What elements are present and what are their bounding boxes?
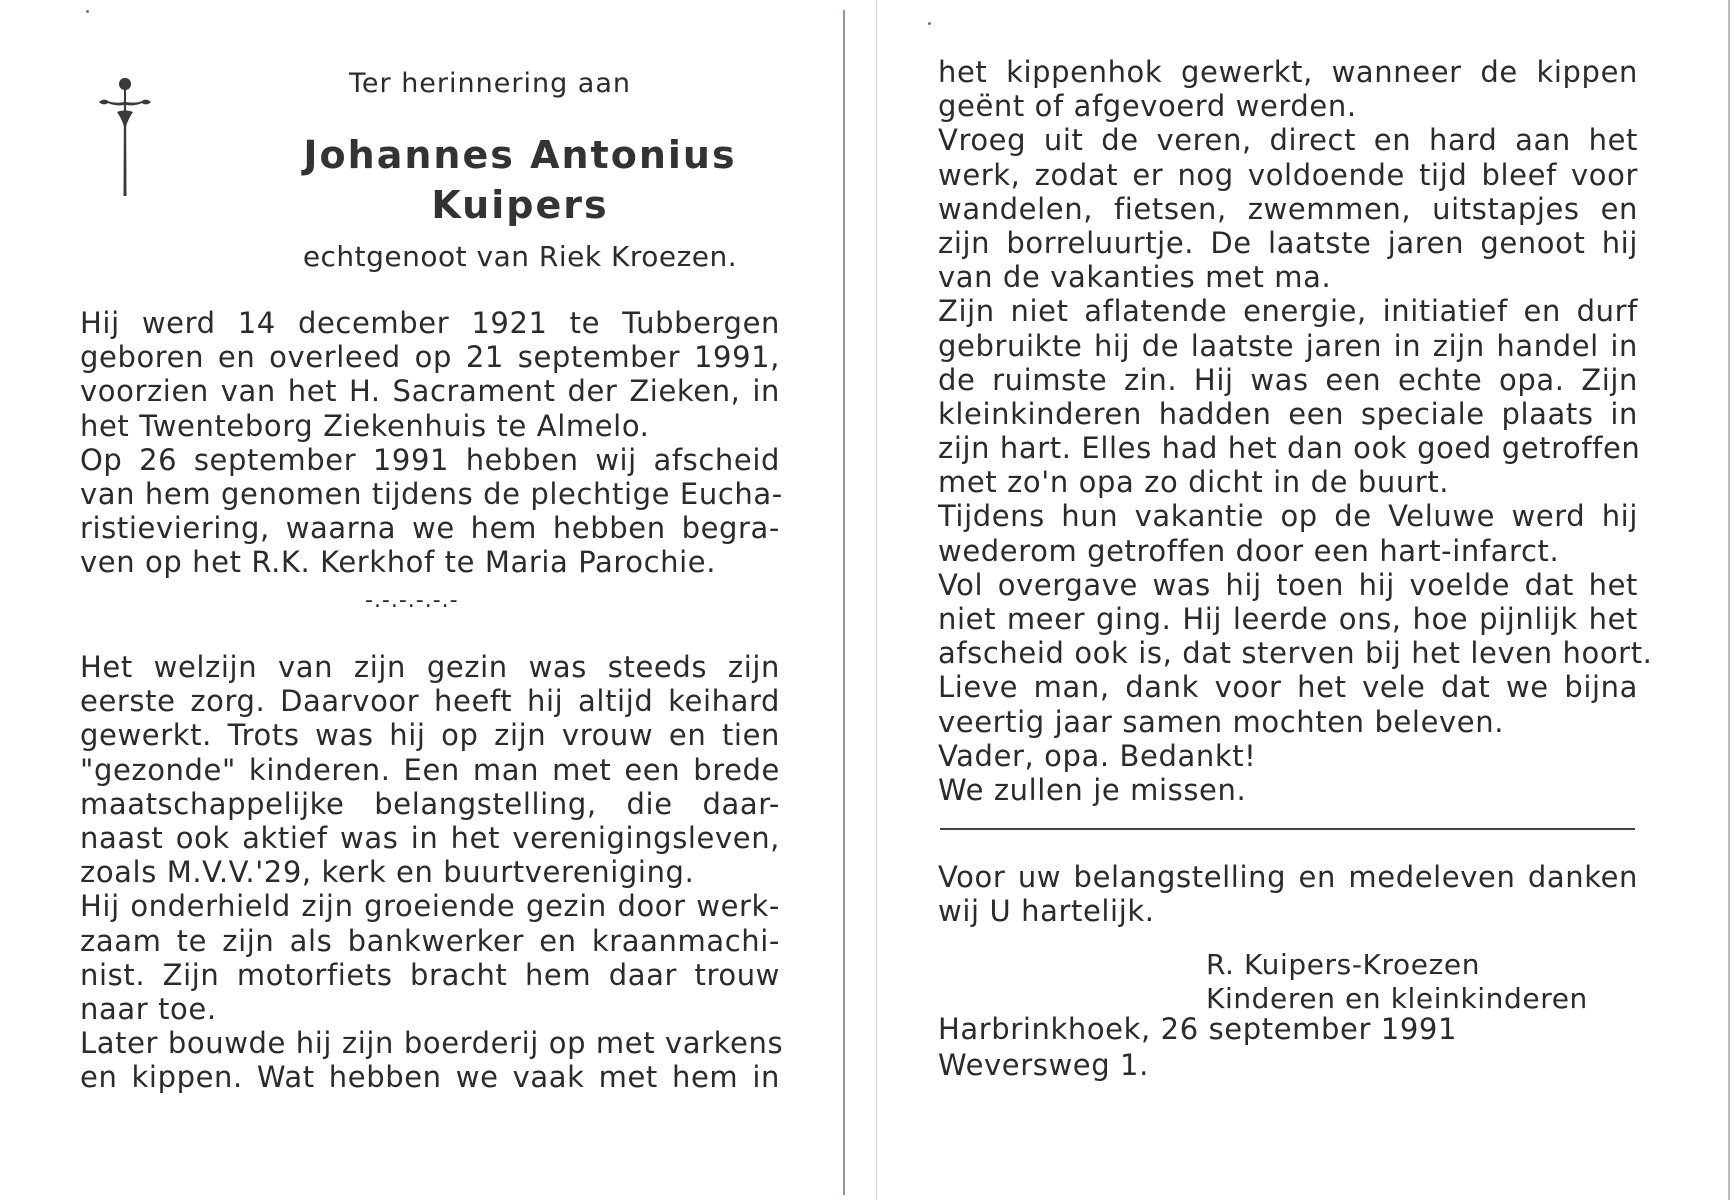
text-line: met zo'n opa zo dicht in de buurt.	[938, 465, 1450, 500]
section-separator: -.-.-.-.-.-	[365, 588, 459, 613]
text-line: Voor uw belangstelling en medeleven danken	[938, 860, 1638, 894]
text-line: de ruimste zin. Hij was een echte opa. Zijn	[938, 362, 1638, 397]
text-line: Hij werd 14 december 1921 te Tubbergen	[80, 306, 780, 340]
text-line: Vol overgave was hij toen hij voelde dat het	[938, 567, 1638, 602]
text-line: Het welzijn van zijn gezin was steeds zijn	[80, 650, 780, 684]
text-line: werk, zodat er nog voldoende tijd bleef voor	[938, 157, 1638, 192]
text-line: ven op het R.K. Kerkhof te Maria Parochie.	[80, 545, 717, 580]
text-line: We zullen je missen.	[938, 772, 1247, 807]
place-date: Harbrinkhoek, 26 september 1991	[938, 1012, 1457, 1046]
text-line: niet meer ging. Hij leerde ons, hoe pijnlijk het	[938, 602, 1638, 636]
text-line: voorzien van het H. Sacrament der Zieken, in	[80, 374, 780, 409]
text-line: nist. Zijn motorfiets bracht hem daar trouw	[80, 957, 780, 992]
biography-paragraph-3	[938, 55, 1653, 807]
biography-paragraph-2	[80, 650, 784, 1095]
text-line: Zijn niet aflatende energie, initiatief en durf	[938, 294, 1638, 329]
text-line: veertig jaar samen mochten beleven.	[938, 704, 1505, 739]
text-line: zaam te zijn als bankwerker en kraanmachi-	[80, 923, 780, 958]
signer-name: R. Kuipers-Kroezen	[1206, 948, 1481, 981]
text-line: naar toe.	[80, 991, 217, 1026]
text-line: Later bouwde hij zijn boerderij op met varkens	[80, 1026, 784, 1061]
text-line: Tijdens hun vakantie op de Veluwe werd hij	[938, 499, 1638, 534]
biography-paragraph-1	[80, 306, 783, 580]
signer-family: Kinderen en kleinkinderen	[1206, 982, 1588, 1016]
spouse-line: echtgenoot van Riek Kroezen.	[302, 240, 738, 273]
text-line: geënt of afgevoerd werden.	[938, 89, 1357, 124]
intro-line: Ter herinnering aan	[349, 68, 631, 99]
text-line: het Twenteborg Ziekenhuis te Almelo.	[80, 408, 650, 443]
text-line: eerste zorg. Daarvoor heeft hij altijd keihard	[80, 684, 780, 719]
signers-block	[1206, 948, 1588, 1016]
text-line: en kippen. Wat hebben we vaak met hem in	[80, 1060, 780, 1095]
cross-icon	[95, 72, 155, 202]
text-line: gewerkt. Trots was hij op zijn vrouw en tien	[80, 718, 780, 753]
text-line: Lieve man, dank voor het vele dat we bijna	[938, 670, 1638, 705]
text-line: van hem genomen tijdens de plechtige Eucha-	[80, 476, 783, 511]
text-line: geboren en overleed op 21 september 1991,	[80, 340, 780, 375]
text-line: "gezonde" kinderen. Een man met een brede	[80, 752, 780, 787]
text-line: wij U hartelijk.	[938, 894, 1155, 929]
text-line: Vroeg uit de veren, direct en hard aan het	[938, 123, 1638, 158]
thanks-paragraph	[938, 860, 1638, 928]
text-line: kleinkinderen hadden een speciale plaats in	[938, 396, 1638, 431]
text-line: wandelen, fietsen, zwemmen, uitstapjes en	[938, 191, 1638, 226]
fold-line	[843, 10, 845, 1195]
divider-rule	[940, 828, 1635, 830]
text-line: zijn hart. Elles had het dan ook goed getroffen	[938, 431, 1641, 466]
text-line: Op 26 september 1991 hebben wij afscheid	[80, 442, 780, 477]
left-page	[0, 0, 840, 1200]
text-line: maatschappelijke belangstelling, die daar-	[80, 786, 780, 821]
text-line: gebruikte hij de laatste jaren in zijn handel in	[938, 328, 1638, 363]
deceased-name-last: Kuipers	[431, 183, 609, 227]
text-line: Vader, opa. Bedankt!	[938, 738, 1257, 773]
right-page	[880, 0, 1735, 1200]
text-line: zoals M.V.V.'29, kerk en buurtvereniging.	[80, 855, 695, 890]
text-line: wederom getroffen door een hart-infarct.	[938, 533, 1560, 568]
text-line: ristieviering, waarna we hem hebben begra-	[80, 511, 780, 546]
fold-line-shadow	[876, 0, 877, 1200]
text-line: zijn borreluurtje. De laatste jaren genoot hij	[938, 225, 1638, 260]
text-line: het kippenhok gewerkt, wanneer de kippen	[938, 55, 1638, 89]
text-line: van de vakanties met ma.	[938, 260, 1332, 295]
text-line: Hij onderhield zijn groeiende gezin door werk-	[80, 889, 780, 924]
text-line: naast ook aktief was in het verenigingsleven,	[80, 820, 780, 855]
street-address: Weversweg 1.	[938, 1048, 1149, 1082]
text-line: afscheid ook is, dat sterven bij het leven hoort.	[938, 636, 1653, 671]
deceased-name-first: Johannes Antonius	[303, 133, 737, 177]
